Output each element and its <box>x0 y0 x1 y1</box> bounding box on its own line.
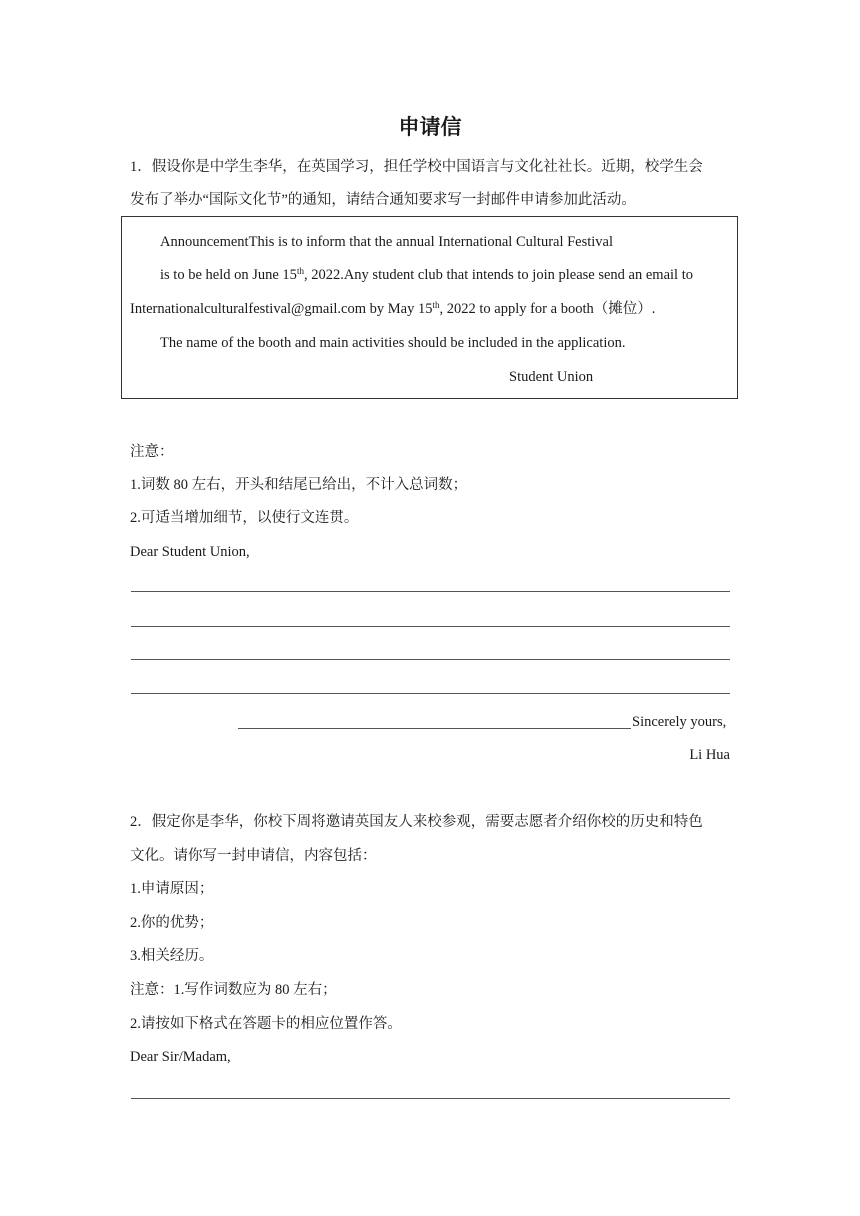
q2-item2: 2.你的优势； <box>130 915 214 931</box>
q2-item1: 1.申请原因； <box>130 881 214 897</box>
q2-salutation: Dear Sir/Madam, <box>130 1049 231 1065</box>
q2-item3: 3.相关经历。 <box>130 948 214 964</box>
q2-prompt-line2: 文化。请你写一封申请信，内容包括： <box>130 848 377 864</box>
announcement-line1: AnnouncementThis is to inform that the annual International Cultural Festival <box>160 234 614 250</box>
q2-note1: 注意：1.写作词数应为 80 左右； <box>130 982 337 998</box>
announcement-line3 <box>130 299 655 319</box>
announcement-line3-part1: Internationalculturalfestival@gmail.com by May 15 <box>130 301 433 317</box>
q1-prompt-line1: 1．假设你是中学生李华，在英国学习，担任学校中国语言与文化社社长。近期，校学生会 <box>130 159 703 175</box>
announcement-line2-part1: is to be held on June 15 <box>160 267 297 283</box>
answer-line[interactable] <box>131 626 730 627</box>
q2-prompt-line1: 2．假定你是李华，你校下周将邀请英国友人来校参观，需要志愿者介绍你校的历史和特色 <box>130 814 703 830</box>
answer-line[interactable] <box>131 693 730 694</box>
page-title: 申请信 <box>398 115 462 139</box>
q1-note1: 1.词数 80 左右，开头和结尾已给出，不计入总词数； <box>130 477 468 493</box>
answer-line-short[interactable] <box>238 728 631 729</box>
announcement-line2 <box>160 265 693 285</box>
q1-closing: Sincerely yours, <box>632 714 727 730</box>
answer-line[interactable] <box>131 1098 730 1099</box>
q1-prompt-line2: 发布了举办“国际文化节”的通知，请结合通知要求写一封邮件申请参加此活动。 <box>130 192 636 208</box>
q1-signoff: Li Hua <box>689 747 730 763</box>
answer-line[interactable] <box>131 659 730 660</box>
q1-salutation: Dear Student Union, <box>130 544 250 560</box>
announcement-line3-superscript: th <box>432 300 440 310</box>
answer-line[interactable] <box>131 591 730 592</box>
announcement-line4: The name of the booth and main activities should be included in the application. <box>160 335 626 351</box>
announcement-signature: Student Union <box>509 369 594 385</box>
announcement-line2-part2: , 2022.Any student club that intends to join please send an email to <box>303 267 693 283</box>
q2-note2: 2.请按如下格式在答题卡的相应位置作答。 <box>130 1016 402 1032</box>
announcement-line3-part2: , 2022 to apply for a booth（摊位）. <box>439 301 656 317</box>
q1-notes-heading: 注意： <box>130 444 174 460</box>
q1-note2: 2.可适当增加细节，以使行文连贯。 <box>130 510 359 526</box>
announcement-line2-superscript: th <box>296 266 304 276</box>
